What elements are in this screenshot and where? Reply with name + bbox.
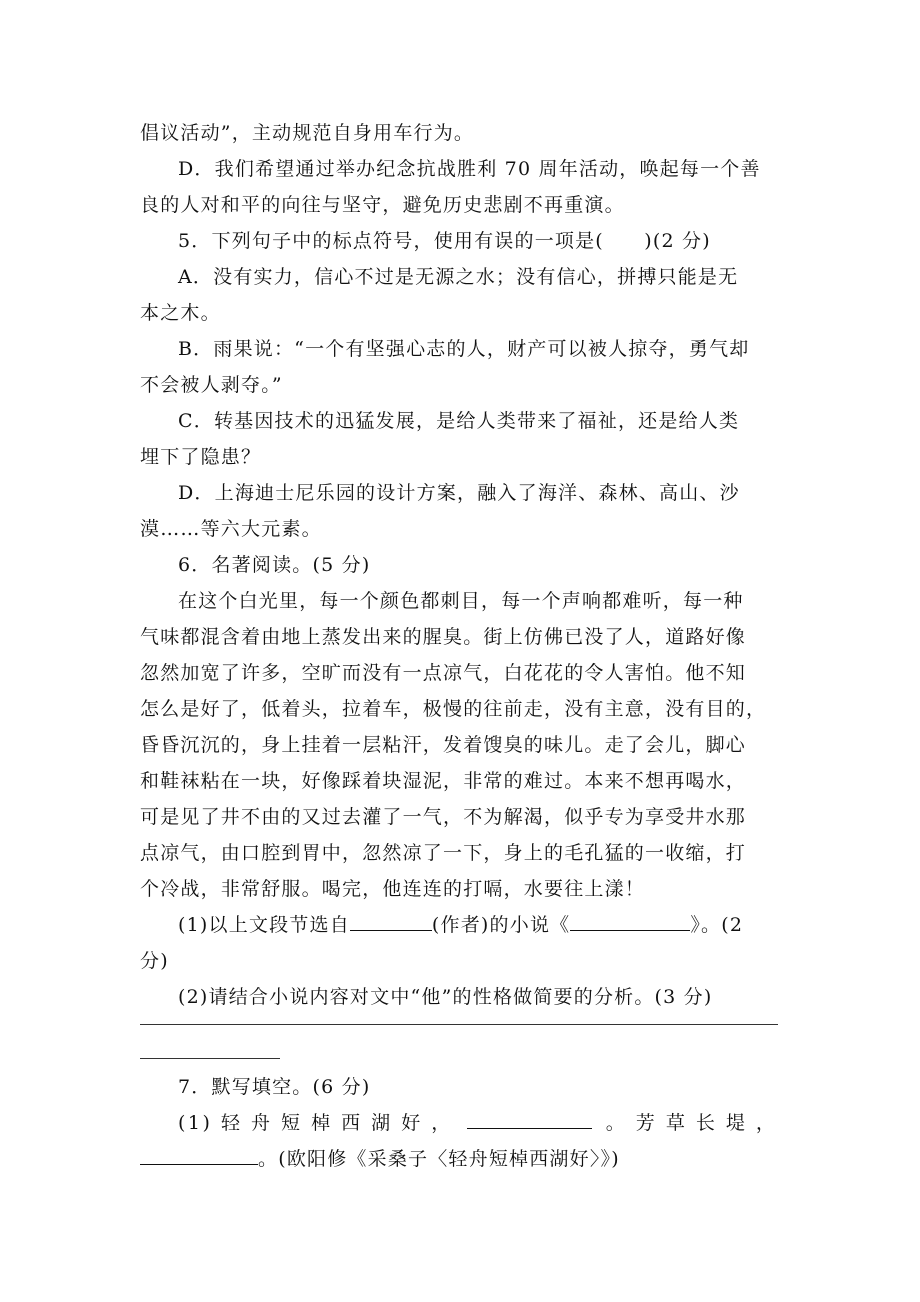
passage-line: 怎么是好了，低着头，拉着车，极慢的往前走，没有主意，没有目的， xyxy=(140,698,767,720)
option-a-cont: 本之木。 xyxy=(140,302,221,324)
passage-line: 个冷战，非常舒服。喝完，他连连的打嗝，水要往上漾！ xyxy=(140,878,646,900)
question-5: 5．下列句子中的标点符号，使用有误的一项是( )(2 分) xyxy=(178,230,711,252)
option-d: D．我们希望通过举办纪念抗战胜利 70 周年活动，唤起每一个善 xyxy=(178,158,761,180)
answer-line[interactable] xyxy=(140,1024,778,1025)
passage-line: 在这个白光里，每一个颜色都刺目，每一个声响都难听，每一种 xyxy=(178,590,744,612)
question-7-1 xyxy=(178,1108,777,1135)
passage-line: 气味都混含着由地上蒸发出来的腥臭。街上仿佛已没了人，道路好像 xyxy=(140,626,747,648)
poem-blank-1[interactable] xyxy=(467,1112,592,1129)
passage-line: 昏昏沉沉的，身上挂着一层粘汗，发着馊臭的味儿。走了会儿，脚心 xyxy=(140,734,747,756)
option-d-cont: 漠……等六大元素。 xyxy=(140,518,322,540)
text-line: 倡议活动”，主动规范自身用车行为。 xyxy=(140,122,475,144)
q71-text-a: (1) 轻 舟 短 棹 西 湖 好 ， xyxy=(178,1112,453,1134)
question-7-1-cont xyxy=(140,1144,620,1171)
answer-line[interactable] xyxy=(140,1058,280,1059)
question-6-1 xyxy=(178,910,743,937)
text-line: 良的人对和平的向往与坚守，避免历史悲剧不再重演。 xyxy=(140,194,625,216)
novel-title-blank[interactable] xyxy=(570,914,690,931)
author-blank[interactable] xyxy=(350,914,432,931)
question-6: 6．名著阅读。(5 分) xyxy=(178,554,371,576)
question-7: 7．默写填空。(6 分) xyxy=(178,1076,371,1098)
q71-text-b: 。 芳 草 长 堤 ， xyxy=(605,1112,778,1134)
option-c: C．转基因技术的迅猛发展，是给人类带来了福祉，还是给人类 xyxy=(178,410,740,432)
option-d: D．上海迪士尼乐园的设计方案，融入了海洋、森林、高山、沙 xyxy=(178,482,740,504)
passage-line: 可是见了井不由的又过去灌了一气，不为解渴，似乎专为享受井水那 xyxy=(140,806,747,828)
option-c-cont: 埋下了隐患？ xyxy=(140,446,262,468)
question-6-2: (2)请结合小说内容对文中“他”的性格做简要的分析。(3 分) xyxy=(178,986,713,1008)
question-6-1-cont: 分) xyxy=(140,950,169,972)
option-a: A．没有实力，信心不过是无源之水；没有信心，拼搏只能是无 xyxy=(178,266,739,288)
q61-text-c: 》。(2 xyxy=(690,914,744,936)
q61-text-a: (1)以上文段节选自 xyxy=(178,914,350,936)
option-b-cont: 不会被人剥夺。” xyxy=(140,374,283,396)
poem-blank-2[interactable] xyxy=(140,1148,258,1165)
q61-text-b: (作者)的小说《 xyxy=(431,914,571,936)
option-b: B．雨果说：“一个有坚强心志的人，财产可以被人掠夺，勇气却 xyxy=(178,338,750,360)
passage-line: 和鞋袜粘在一块，好像踩着块湿泥，非常的难过。本来不想再喝水， xyxy=(140,770,747,792)
q71-text-c: 。(欧阳修《采桑子〈轻舟短棹西湖好〉》) xyxy=(258,1148,620,1170)
passage-line: 点凉气，由口腔到胃中，忽然凉了一下，身上的毛孔猛的一收缩，打 xyxy=(140,842,747,864)
passage-line: 忽然加宽了许多，空旷而没有一点凉气，白花花的令人害怕。他不知 xyxy=(140,662,747,684)
